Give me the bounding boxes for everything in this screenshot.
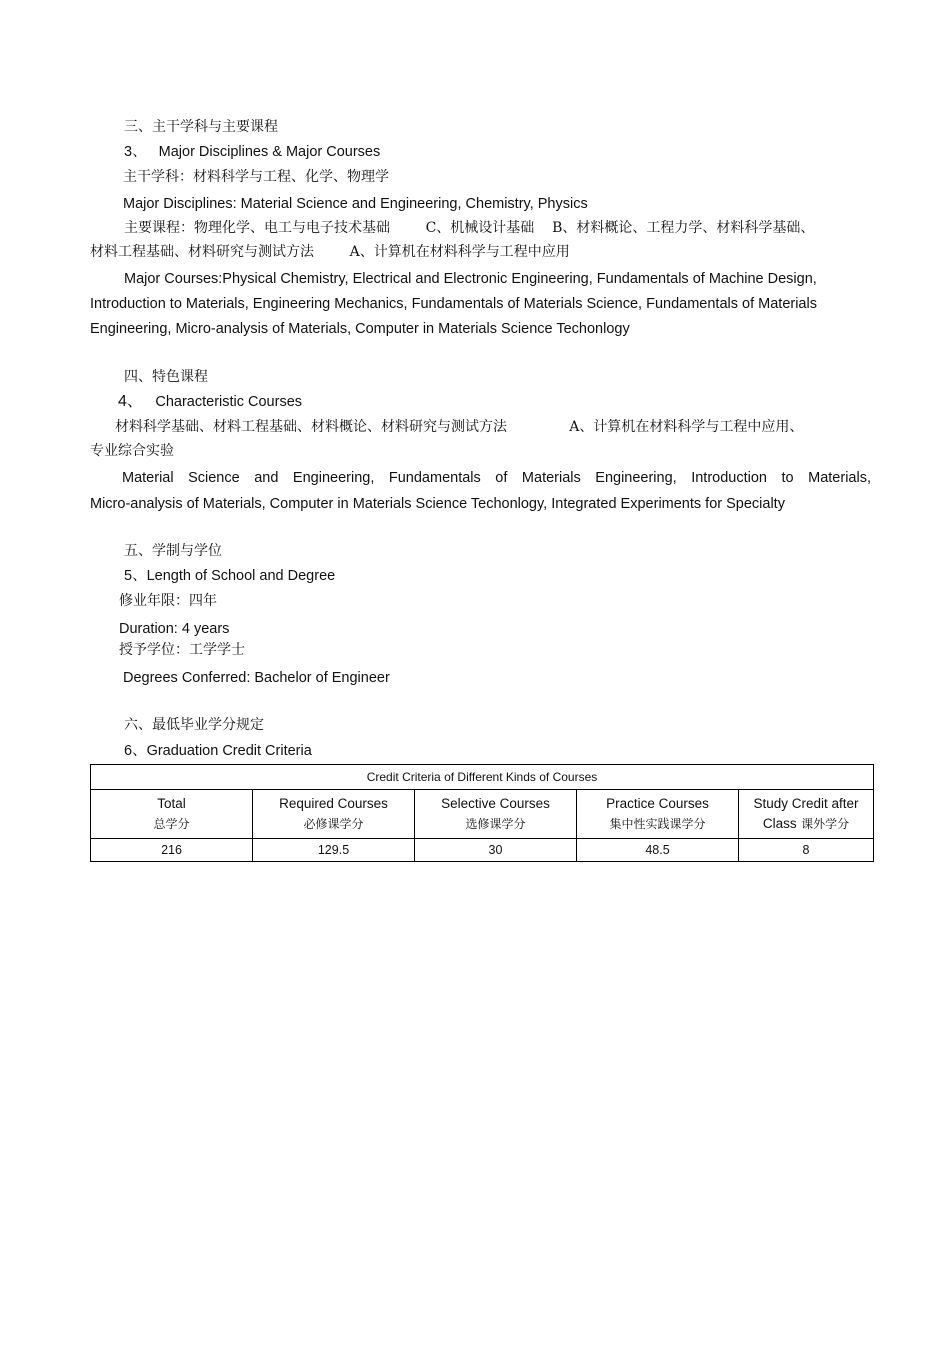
header-after-class-en2: Class [762,816,797,831]
header-after-class [739,790,874,839]
major-disciplines-cn: 主干学科：材料科学与工程、化学、物理学 [123,169,389,185]
section-4-heading-en [118,393,302,411]
characteristic-courses-cn-line2: 专业综合实验 [90,443,174,459]
duration-en: Duration: 4 years [119,621,230,637]
section-5-heading-cn: 五、学制与学位 [124,543,222,559]
value-total: 216 [91,839,253,862]
section-4-title: Characteristic Courses [155,394,303,410]
section-6-heading-en: 6、Graduation Credit Criteria [124,743,312,759]
header-after-class-en: Study Credit after [753,796,859,811]
header-total [91,790,253,839]
header-after-class-cn: 课外学分 [801,817,850,831]
section-3-heading-cn: 三、主干学科与主要课程 [124,119,278,135]
header-selective-en: Selective Courses [441,796,550,811]
header-practice [577,790,739,839]
section-3-heading-en: 3、 Major Disciplines & Major Courses [124,144,381,160]
value-required: 129.5 [253,839,415,862]
table-row [91,839,874,862]
header-total-cn: 总学分 [153,817,190,831]
value-after-class: 8 [739,839,874,862]
section-6-heading-cn: 六、最低毕业学分规定 [124,717,264,733]
header-practice-en: Practice Courses [606,796,709,811]
duration-cn: 修业年限：四年 [119,593,217,609]
degree-en: Degrees Conferred: Bachelor of Engineer [123,670,390,686]
value-practice: 48.5 [577,839,739,862]
characteristic-courses-en-line2: Micro-analysis of Materials, Computer in Materials Science Techonlogy, Integrated Experiments for Specialty [90,496,785,512]
credit-criteria-table [90,764,874,862]
characteristic-courses-cn-line1: 材料科学基础、材料工程基础、材料概论、材料研究与测试方法 A、计算机在材料科学与工程中应用、 [115,419,804,435]
major-courses-cn-line1: 主要课程：物理化学、电工与电子技术基础 C、机械设计基础 B、材料概论、工程力学、材料科学基础、 [124,220,815,236]
table-caption: Credit Criteria of Different Kinds of Courses [91,765,874,790]
header-required [253,790,415,839]
value-selective: 30 [415,839,577,862]
section-5-heading-en: 5、Length of School and Degree [124,568,336,584]
header-after-class-line2 [739,815,873,833]
header-required-cn: 必修课学分 [303,817,364,831]
major-courses-cn-line2: 材料工程基础、材料研究与测试方法 A、计算机在材料科学与工程中应用 [90,244,570,260]
header-selective-cn: 选修课学分 [465,817,526,831]
section-4-heading-cn: 四、特色课程 [124,369,208,385]
major-courses-en-line3: Engineering, Micro-analysis of Materials, Computer in Materials Science Techonlogy [90,321,630,337]
header-total-en: Total [157,796,186,811]
header-required-en: Required Courses [279,796,388,811]
major-courses-en-line2: Introduction to Materials, Engineering Mechanics, Fundamentals of Materials Science, Fundamentals of Materials [90,296,817,312]
major-courses-en-line1: Major Courses:Physical Chemistry, Electrical and Electronic Engineering, Fundamentals of Machine Design, [124,271,817,287]
characteristic-courses-en-line1: Material Science and Engineering, Fundamentals of Materials Engineering, Introduction to Materials, [122,470,871,486]
section-4-number: 4、 [118,393,143,410]
header-selective [415,790,577,839]
table-header-row [91,790,874,839]
header-practice-cn: 集中性实践课学分 [609,817,706,831]
degree-cn: 授予学位：工学学士 [119,642,245,658]
major-disciplines-en: Major Disciplines: Material Science and Engineering, Chemistry, Physics [123,196,588,212]
